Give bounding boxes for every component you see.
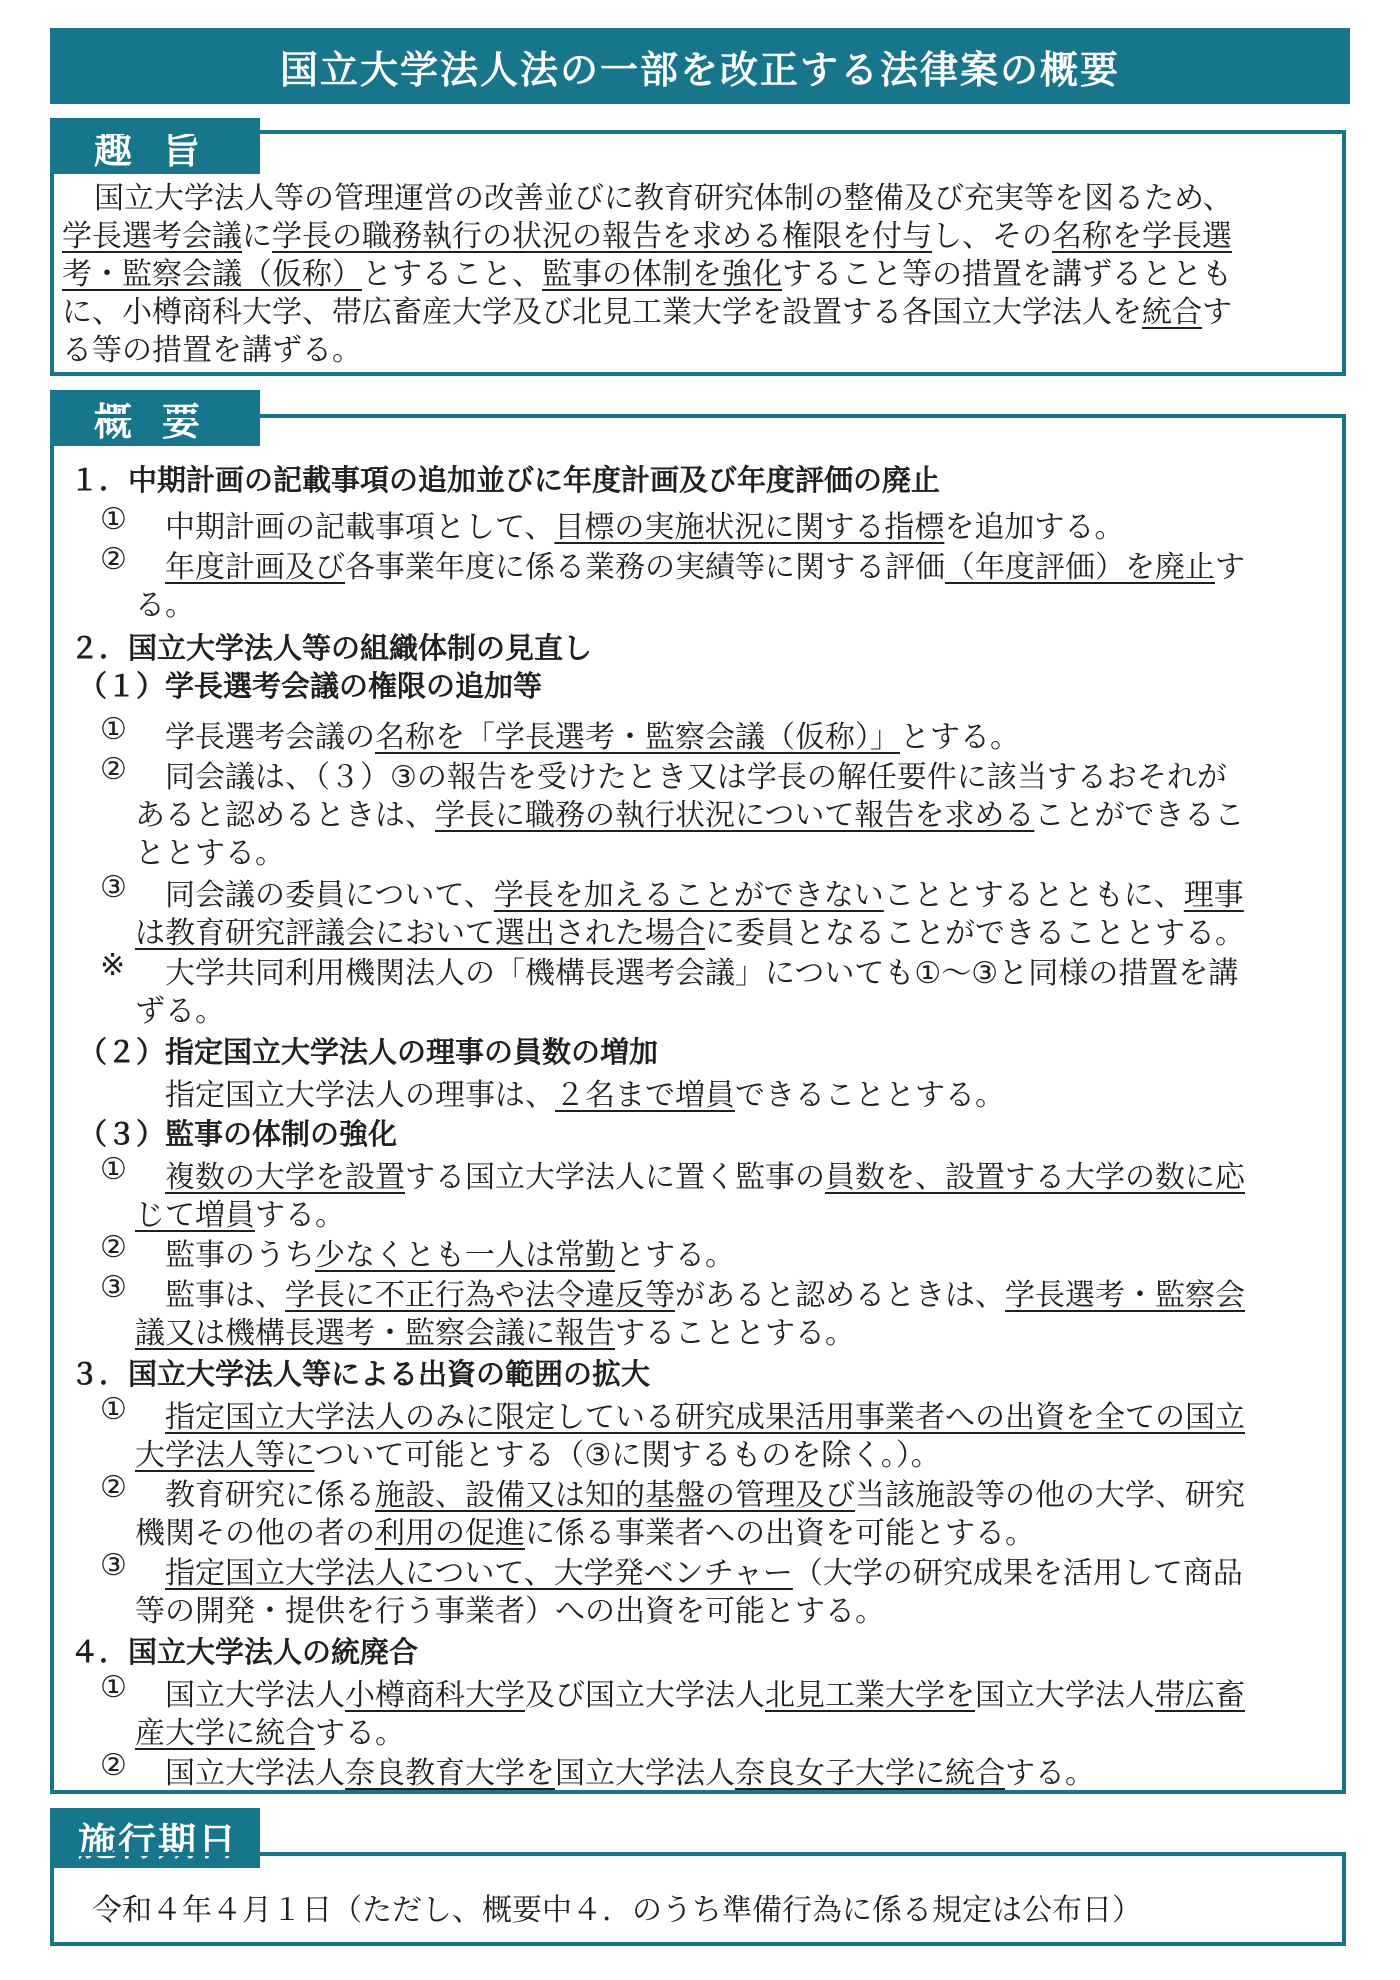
purpose-line-5: る等の措置を講ずる。	[62, 333, 362, 368]
item-3-1a: 指定国立大学法人のみに限定している研究成果活用事業者への出資を全ての国立	[165, 1400, 1245, 1435]
section-tab-purpose: 趣旨	[50, 118, 260, 174]
mark-circled-1: ①	[100, 502, 127, 537]
item-2-1-2b: あると認めるときは、学長に職務の執行状況について報告を求めることができるこ	[135, 798, 1245, 833]
item-1-2a: 年度計画及び各事業年度に係る業務の実績等に関する評価（年度評価）を廃止す	[165, 550, 1245, 585]
mark-circled-2: ②	[100, 1748, 127, 1783]
heading-1: １．中期計画の記載事項の追加並びに年度計画及び年度評価の廃止	[70, 463, 941, 497]
mark-circled-2: ②	[100, 1230, 127, 1265]
item-2-1-note-a: 大学共同利用機関法人の「機構長選考会議」についても①～③と同様の措置を講	[165, 956, 1239, 991]
heading-2-1: （１）学長選考会議の権限の追加等	[78, 669, 543, 703]
item-2-1-2c: ととする。	[135, 836, 285, 871]
mark-circled-2: ②	[100, 752, 127, 787]
item-3-3b: 等の開発・提供を行う事業者）への出資を可能とする。	[135, 1594, 885, 1629]
mark-circled-3: ③	[100, 1270, 127, 1305]
purpose-text	[62, 180, 1342, 370]
item-3-2b: 機関その他の者の利用の促進に係る事業者への出資を可能とする。	[135, 1516, 1035, 1551]
mark-circled-2: ②	[100, 542, 127, 577]
item-4-1b: 産大学に統合する。	[135, 1716, 405, 1751]
heading-2-2: （２）指定国立大学法人の理事の員数の増加	[78, 1035, 659, 1069]
section-tab-overview: 概要	[50, 390, 260, 446]
mark-circled-3: ③	[100, 1548, 127, 1583]
item-2-3-3b: 議又は機構長選考・監察会議に報告することとする。	[135, 1316, 855, 1351]
mark-circled-2: ②	[100, 1470, 127, 1505]
note-mark: ※	[100, 948, 126, 983]
item-1-2b: る。	[135, 588, 195, 623]
item-2-2: 指定国立大学法人の理事は、２名まで増員できることとする。	[165, 1078, 1005, 1113]
purpose-line-1: 国立大学法人等の管理運営の改善並びに教育研究体制の整備及び充実等を図るため、	[94, 181, 1233, 216]
purpose-line-4: に、小樽商科大学、帯広畜産大学及び北見工業大学を設置する各国立大学法人を統合す	[62, 295, 1232, 330]
effective-date-text: 令和４年４月１日（ただし、概要中４．のうち準備行為に係る規定は公布日）	[92, 1893, 1142, 1928]
item-2-1-2a: 同会議は、（３）③の報告を受けたとき又は学長の解任要件に該当するおそれが	[165, 760, 1227, 795]
item-2-3-3a: 監事は、学長に不正行為や法令違反等があると認めるときは、学長選考・監察会	[165, 1278, 1245, 1313]
item-2-1-3a: 同会議の委員について、学長を加えることができないこととするとともに、理事	[165, 878, 1244, 913]
item-2-3-2: 監事のうち少なくとも一人は常勤とする。	[165, 1238, 735, 1273]
item-1-1: 中期計画の記載事項として、目標の実施状況に関する指標を追加する。	[165, 510, 1125, 545]
purpose-line-3: 考・監察会議（仮称）とすること、監事の体制を強化すること等の措置を講ずるととも	[62, 257, 1232, 292]
mark-circled-1: ①	[100, 1152, 127, 1187]
heading-3: ３．国立大学法人等による出資の範囲の拡大	[70, 1357, 651, 1391]
item-4-1a: 国立大学法人小樽商科大学及び国立大学法人北見工業大学を国立大学法人帯広畜	[165, 1678, 1245, 1713]
item-3-1b: 大学法人等について可能とする（③に関するものを除く。）。	[135, 1438, 941, 1473]
heading-2-3: （３）監事の体制の強化	[78, 1117, 398, 1151]
purpose-line-2: 学長選考会議に学長の職務執行の状況の報告を求める権限を付与し、その名称を学長選	[62, 219, 1232, 254]
item-2-3-1a: 複数の大学を設置する国立大学法人に置く監事の員数を、設置する大学の数に応	[165, 1160, 1245, 1195]
item-2-3-1b: じて増員する。	[135, 1198, 345, 1233]
mark-circled-1: ①	[100, 1670, 127, 1705]
item-2-1-note-b: ずる。	[135, 994, 225, 1029]
page-title: 国立大学法人法の一部を改正する法律案の概要	[50, 28, 1350, 104]
heading-2: ２．国立大学法人等の組織体制の見直し	[70, 631, 593, 665]
section-tab-effective-date: 施行期日	[50, 1808, 260, 1868]
item-3-2a: 教育研究に係る施設、設備又は知的基盤の管理及び当該施設等の他の大学、研究	[165, 1478, 1245, 1513]
mark-circled-1: ①	[100, 1392, 127, 1427]
item-2-1-1: 学長選考会議の名称を「学長選考・監察会議（仮称）」とする。	[165, 720, 1020, 755]
mark-circled-1: ①	[100, 712, 127, 747]
item-2-1-3b: は教育研究評議会において選出された場合に委員となることができることとする。	[135, 916, 1245, 951]
item-4-2: 国立大学法人奈良教育大学を国立大学法人奈良女子大学に統合する。	[165, 1756, 1095, 1791]
mark-circled-3: ③	[100, 870, 127, 905]
item-3-3a: 指定国立大学法人について、大学発ベンチャー（大学の研究成果を活用して商品	[165, 1556, 1243, 1591]
heading-4: ４．国立大学法人の統廃合	[70, 1635, 419, 1669]
